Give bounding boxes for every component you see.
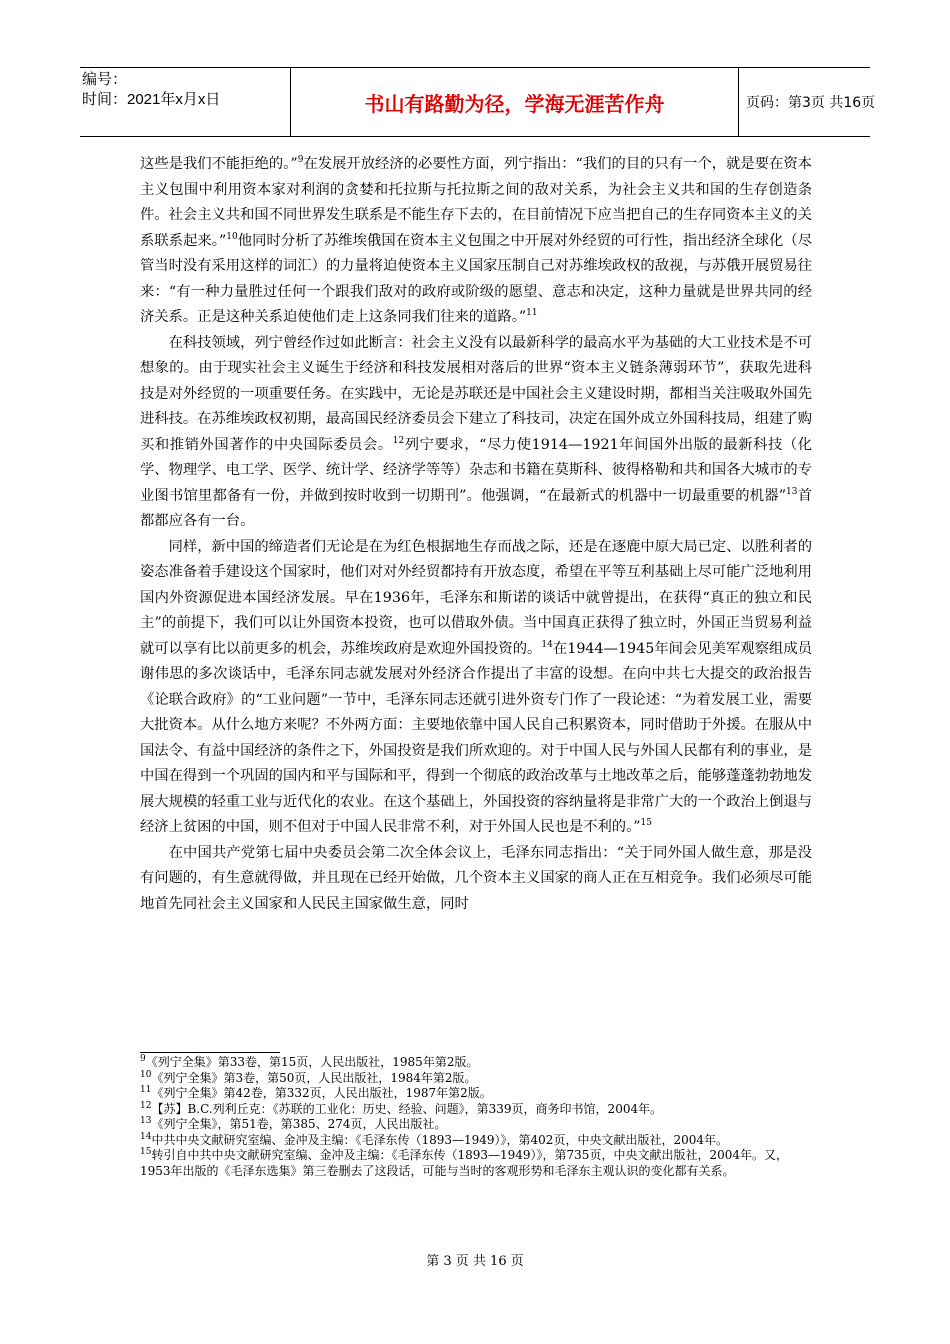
footnote-item [140, 1117, 812, 1133]
footnotes [140, 1055, 812, 1179]
footnote-item [140, 1055, 812, 1071]
page-footer: 第 3 页 共 16 页 [426, 1254, 524, 1269]
body-paragraph [140, 841, 812, 918]
body-paragraph [140, 535, 812, 841]
footnote-ref: 11 [526, 308, 538, 319]
footnote-ref: 13 [786, 486, 798, 497]
footnote-item [140, 1148, 812, 1179]
footnote-number: 9 [140, 1054, 146, 1064]
footnote-text: 《列宁全集》第42卷，第332页，人民出版社，1987年第2版。 [151, 1086, 492, 1100]
header-motto: 书山有路勤为径，学海无涯苦作舟 [364, 91, 665, 116]
footnote-text: 转引自中共中央文献研究室编、金冲及主编：《毛泽东传（1893—1949）》，第735页，中央文献出版社，2004年。又，1953年出版的《毛泽东选集》第三卷删去了这段话，可能与当时的客观形势和毛泽东主观认识的变化都有关系。 [140, 1148, 788, 1178]
footnote-item [140, 1071, 812, 1087]
footnote-text: 《列宁全集》，第51卷，第385、274页，人民出版社。 [151, 1117, 447, 1131]
footnote-text: 【苏】B.C.列利丘克：《苏联的工业化：历史、经验、问题》，第339页，商务印书馆，2004年。 [151, 1101, 663, 1116]
footnote-separator [140, 1052, 280, 1053]
footnote-text: 《列宁全集》第33卷，第15页，人民出版社，1985年第2版。 [145, 1055, 479, 1069]
footnote-number: 15 [140, 1147, 152, 1157]
footnote-number: 12 [140, 1100, 152, 1111]
footnote-ref: 15 [640, 818, 652, 829]
footnote-text: 《列宁全集》第3卷，第50页，人民出版社，1984年第2版。 [151, 1070, 477, 1085]
footnote-number: 10 [140, 1069, 152, 1080]
footnote-text: 中共中央文献研究室编、金冲及主编：《毛泽东传（1893—1949）》，第402页，中央文献出版社，2004年。 [151, 1132, 728, 1147]
footnote-ref: 12 [392, 435, 405, 446]
paragraph-text: 首都都应各有一台。 [140, 487, 812, 529]
paragraph-text: 在发展开放经济的必要性方面，列宁指出：“我们的目的只有一个，就是要在资本主义包围中利用资本家对利润的贪婪和托拉斯与托拉斯之间的敌对关系，为社会主义共和国的生存创造条件。社会主义共和国不同世界发生联系是不能生存下去的，在目前情况下应当把自己的生存同资本主义的关系联系起来。” [140, 156, 812, 249]
body-paragraph [140, 331, 812, 535]
footnote-number: 14 [140, 1131, 152, 1142]
footnote-item [140, 1133, 812, 1149]
body-text [140, 152, 812, 917]
paragraph-text: 他同时分析了苏维埃俄国在资本主义包围之中开展对外经贸的可行性，指出经济全球化（尽管当时没有采用这样的词汇）的力量将迫使资本主义国家压制自己对苏维埃政权的敌视，与苏俄开展贸易往来：“有一种力量胜过任何一个跟我们敌对的政府或阶级的愿望、意志和决定，这种力量就是世界共同的经济关系。正是这种关系迫使他们走上这条同我们往来的道路。” [140, 232, 812, 325]
paragraph-text: 同样，新中国的缔造者们无论是在为红色根据地生存而战之际，还是在逐鹿中原大局已定、以胜利者的姿态准备着手建设这个国家时，他们对对外经贸都持有开放态度，希望在平等互利基础上尽可能广泛地利用国内外资源促进本国经济发展。早在1936年，毛泽东和斯诺的谈话中就曾提出，在获得“真正的独立和民主”的前提下，我们可以让外国资本投资，也可以借取外债。当中国真正获得了独立时，外国正当贸易利益就可以享有比以前更多的机会，苏维埃政府是欢迎外国投资的。 [140, 538, 812, 657]
footnote-ref: 9 [297, 155, 304, 166]
header-page-info: 页码：第3页 共16页 [746, 95, 876, 111]
paragraph-text: 在1944—1945年间会见美军观察组成员谢伟思的多次谈话中，毛泽东同志就发展对外经济合作提出了丰富的设想。在向中共七大提交的政治报告《论联合政府》的“工业问题”一节中，毛泽东同志还就引进外资专门作了一段论述：“为着发展工业，需要大批资本。从什么地方来呢？不外两方面：主要地依靠中国人民自己积累资本，同时借助于外援。在服从中国法令、有益中国经济的条件之下，外国投资是我们所欢迎的。对于中国人民与外国人民都有利的事业，是中国在得到一个巩固的国内和平与国际和平，得到一个彻底的政治改革与土地改革之后，能够蓬蓬勃勃地发展大规模的轻重工业与近代化的农业。在这个基础上，外国投资的容纳量将是非常广大的一个政治上倒退与经济上贫困的中国，则不但对于中国人民非常不利，对于外国人民也是不利的。” [140, 640, 812, 835]
document-number-label: 编号： [82, 71, 128, 88]
footnote-item [140, 1102, 812, 1118]
document-date: 时间：2021年x月x日 [82, 91, 221, 108]
body-paragraph [140, 152, 812, 331]
footnote-number: 11 [140, 1085, 152, 1095]
paragraph-text: 在中国共产党第七届中央委员会第二次全体会议上，毛泽东同志指出：“关于同外国人做生意，那是没有问题的，有生意就得做，并且现在已经开始做，几个资本主义国家的商人正在互相竞争。我们必须尽可能地首先同社会主义国家和人民民主国家做生意，同时 [140, 844, 812, 912]
paragraph-text: 这些是我们不能拒绝的。” [140, 156, 298, 172]
footnote-item [140, 1086, 812, 1102]
header-meta [82, 70, 290, 134]
footnote-number: 13 [140, 1116, 152, 1126]
paragraph-text: 列宁要求，“尽力使1914—1921年间国外出版的最新科技（化学、物理学、电工学、医学、统计学、经济学等等）杂志和书籍在莫斯科、彼得格勒和共和国各大城市的专业图书馆里都备有一份，并做到按时收到一切期刊”。他强调，“在最新式的机器中一切最重要的机器” [140, 436, 813, 504]
page-header [80, 67, 876, 137]
footnote-ref: 14 [541, 639, 553, 650]
paragraph-text: 在科技领域，列宁曾经作过如此断言：社会主义没有以最新科学的最高水平为基础的大工业技术是不可想象的。由于现实社会主义诞生于经济和科技发展相对落后的世界“资本主义链条薄弱环节”，获取先进科技是对外经贸的一项重要任务。在实践中，无论是苏联还是中国社会主义建设时期，都相当关注吸取外国先进科技。在苏维埃政权初期，最高国民经济委员会下建立了科技司，决定在国外成立外国科技局，组建了购买和推销外国著作的中央国际委员会。 [140, 334, 812, 453]
footnote-ref: 10 [226, 231, 238, 242]
header-divider [738, 68, 739, 136]
